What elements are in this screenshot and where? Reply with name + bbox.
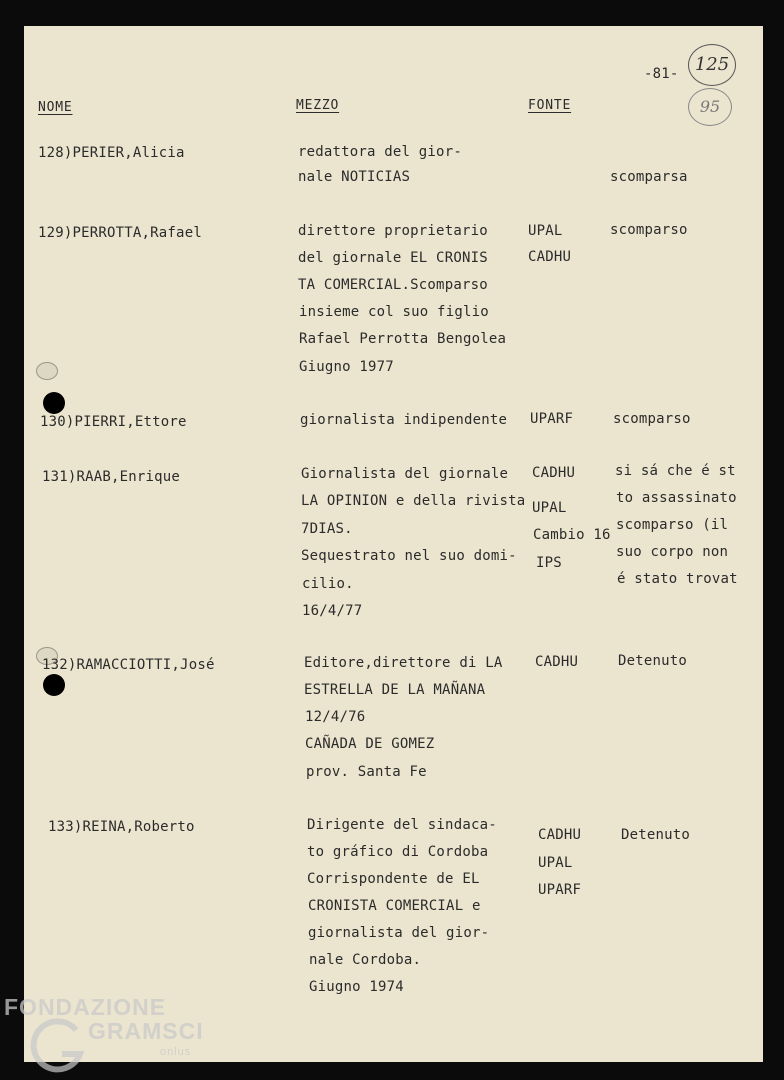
entry-132-esito: Detenuto <box>618 653 688 669</box>
entry-131-fonte-1: CADHU <box>532 465 576 481</box>
entry-128-mezzo-1: redattora del gior- <box>298 144 462 160</box>
entry-129-mezzo-5: Rafael Perrotta Bengolea <box>299 331 507 347</box>
entry-133-mezzo-4: CRONISTA COMERCIAL e <box>308 898 481 914</box>
entry-132-mezzo-2: ESTRELLA DE LA MAÑANA <box>304 682 486 698</box>
entry-133-fonte-3: UPARF <box>538 882 582 898</box>
entry-131-fonte-4: IPS <box>536 555 562 571</box>
entry-131-esito-1: si sá che é st <box>615 463 736 479</box>
entry-132-mezzo-4: CAÑADA DE GOMEZ <box>305 736 435 752</box>
watermark-line3: onlus <box>160 1046 192 1058</box>
entry-128-mezzo-2: nale NOTICIAS <box>298 169 411 185</box>
entry-130-esito: scomparso <box>613 411 691 427</box>
watermark-line2: GRAMSCI <box>88 1018 204 1044</box>
entry-130-mezzo-1: giornalista indipendente <box>300 412 508 428</box>
handwritten-number-125 <box>688 44 736 86</box>
entry-129-mezzo-4: insieme col suo figlio <box>299 304 489 320</box>
entry-129-esito: scomparso <box>610 222 688 238</box>
entry-133-mezzo-3: Corrispondente de EL <box>307 871 480 887</box>
entry-133-name: 133)REINA,Roberto <box>48 819 195 835</box>
entry-129-mezzo-3: TA COMERCIAL.Scomparso <box>298 277 488 293</box>
entry-131-esito-3: scomparso (il <box>616 517 729 533</box>
entry-131-mezzo-6: 16/4/77 <box>302 603 363 619</box>
entry-131-fonte-3: Cambio 16 <box>533 527 611 543</box>
entry-129-mezzo-6: Giugno 1977 <box>299 359 394 375</box>
punch-hole-1 <box>43 392 65 414</box>
entry-132-name: 132)RAMACCIOTTI,José <box>42 657 215 673</box>
entry-131-mezzo-4: Sequestrato nel suo domi- <box>301 548 517 564</box>
punch-hole-ghost-1 <box>36 362 58 380</box>
entry-129-fonte-1: UPAL <box>528 223 563 239</box>
stamp-number-95-text: 95 <box>699 97 721 116</box>
entry-133-mezzo-5: giornalista del gior- <box>308 925 490 941</box>
entry-133-fonte-1: CADHU <box>538 827 582 843</box>
entry-133-mezzo-2: to gráfico di Cordoba <box>307 844 489 860</box>
entry-133-fonte-2: UPAL <box>538 855 573 871</box>
entry-132-fonte-1: CADHU <box>535 654 579 670</box>
entry-132-mezzo-5: prov. Santa Fe <box>306 764 427 780</box>
entry-131-mezzo-3: 7DIAS. <box>301 521 353 537</box>
entry-131-fonte-2: UPAL <box>532 500 567 516</box>
header-mezzo: MEZZO <box>296 98 340 113</box>
entry-132-mezzo-3: 12/4/76 <box>305 709 366 725</box>
page-number: -81- <box>644 66 679 82</box>
entry-129-name: 129)PERROTTA,Rafael <box>38 225 202 241</box>
header-fonte: FONTE <box>528 98 572 113</box>
entry-131-name: 131)RAAB,Enrique <box>42 469 181 485</box>
entry-131-mezzo-1: Giornalista del giornale <box>301 466 509 482</box>
header-nome: NOME <box>38 100 73 115</box>
entry-131-esito-5: é stato trovat <box>617 571 738 587</box>
handwritten-number-125-text: 125 <box>694 54 730 75</box>
entry-133-esito: Detenuto <box>621 827 691 843</box>
watermark-g-icon <box>30 1016 88 1076</box>
entry-131-mezzo-2: LA OPINION e della rivista <box>301 493 526 509</box>
entry-129-mezzo-1: direttore proprietario <box>298 223 488 239</box>
entry-130-name: 130)PIERRI,Ettore <box>40 414 187 430</box>
entry-129-fonte-2: CADHU <box>528 249 572 265</box>
entry-131-esito-4: suo corpo non <box>616 544 729 560</box>
entry-133-mezzo-6: nale Cordoba. <box>309 952 422 968</box>
entry-132-mezzo-1: Editore,direttore di LA <box>304 655 503 671</box>
entry-129-mezzo-2: del giornale EL CRONIS <box>298 250 488 266</box>
entry-128-name: 128)PERIER,Alicia <box>38 145 185 161</box>
entry-128-esito: scomparsa <box>610 169 688 185</box>
watermark-line1: FONDAZIONE <box>4 994 167 1020</box>
stamp-number-95 <box>688 88 732 126</box>
entry-133-mezzo-7: Giugno 1974 <box>309 979 404 995</box>
entry-131-esito-2: to assassinato <box>616 490 737 506</box>
entry-131-mezzo-5: cilio. <box>302 576 354 592</box>
punch-hole-2 <box>43 674 65 696</box>
entry-133-mezzo-1: Dirigente del sindaca- <box>307 817 497 833</box>
entry-130-fonte-1: UPARF <box>530 411 574 427</box>
